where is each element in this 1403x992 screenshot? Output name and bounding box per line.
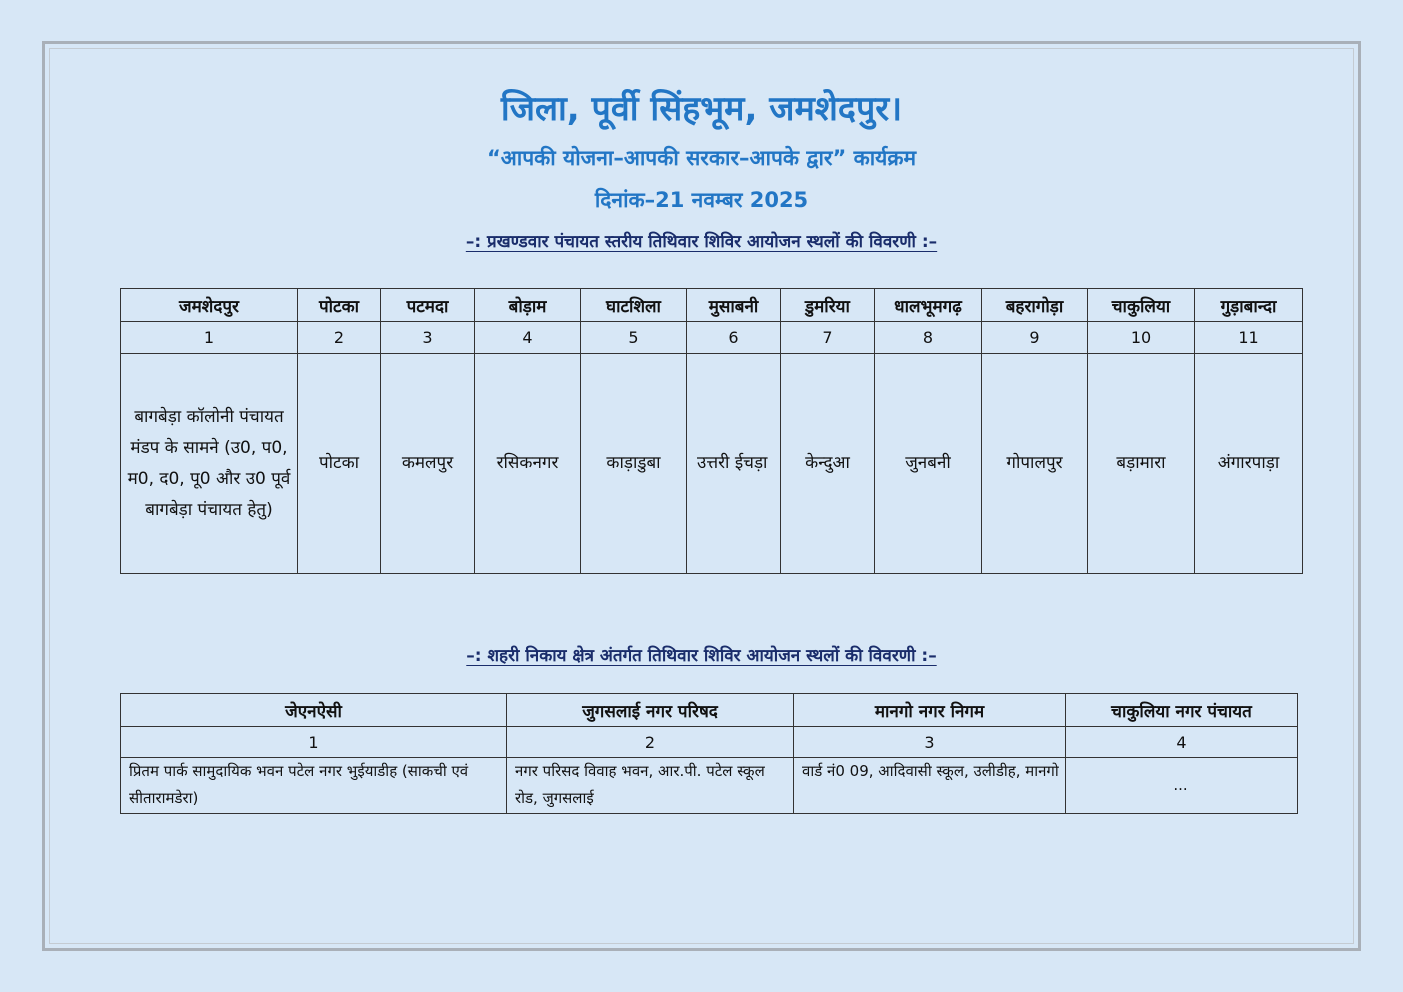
urban-body-name: चाकुलिया नगर पंचायत [1066, 694, 1298, 727]
venue-cell: जुनबनी [875, 354, 982, 574]
block-header-row [121, 289, 1303, 322]
column-number: 3 [794, 727, 1066, 758]
urban-header-row [121, 694, 1298, 727]
column-number: 7 [781, 322, 875, 354]
venue-cell: बागबेड़ा कॉलोनी पंचायत मंडप के सामने (उ0, प0, म0, द0, पू0 और उ0 पूर्व बागबेड़ा पंचायत हेतु) [121, 354, 298, 574]
column-number: 3 [381, 322, 475, 354]
program-subtitle: “आपकी योजना–आपकी सरकार–आपके द्वार” कार्यक्रम [486, 146, 917, 170]
column-number: 5 [581, 322, 687, 354]
column-number: 2 [507, 727, 794, 758]
venue-cell: कमलपुर [381, 354, 475, 574]
block-name: मुसाबनी [687, 289, 781, 322]
block-name: जमशेदपुर [121, 289, 298, 322]
block-name: डुमरिया [781, 289, 875, 322]
block-name: धालभूमगढ़ [875, 289, 982, 322]
column-number: 4 [1066, 727, 1298, 758]
urban-section-heading: –: शहरी निकाय क्षेत्र अंतर्गत तिथिवार शिविर आयोजन स्थलों की विवरणी :– [466, 646, 937, 666]
column-number: 8 [875, 322, 982, 354]
urban-venue-row [121, 758, 1298, 814]
urban-number-row [121, 727, 1298, 758]
venue-cell: गोपालपुर [982, 354, 1088, 574]
venue-cell: केन्दुआ [781, 354, 875, 574]
venue-cell: पोटका [298, 354, 381, 574]
block-name: चाकुलिया [1088, 289, 1195, 322]
column-number: 11 [1195, 322, 1303, 354]
column-number: 10 [1088, 322, 1195, 354]
block-name: पोटका [298, 289, 381, 322]
venue-cell: बड़ामारा [1088, 354, 1195, 574]
urban-body-name: जुगसलाई नगर परिषद [507, 694, 794, 727]
venue-cell: नगर परिसद विवाह भवन, आर.पी. पटेल स्कूल रोड, जुगसलाई [507, 758, 794, 814]
venue-cell: वार्ड नं0 09, आदिवासी स्कूल, उलीडीह, मानगो [794, 758, 1066, 814]
venue-cell: प्रितम पार्क सामुदायिक भवन पटेल नगर भुईयाडीह (साकची एवं सीतारामडेरा) [121, 758, 507, 814]
page-title: जिला, पूर्वी सिंहभूम, जमशेदपुर। [500, 89, 903, 129]
block-name: पटमदा [381, 289, 475, 322]
column-number: 9 [982, 322, 1088, 354]
column-number: 4 [475, 322, 581, 354]
venue-cell: काड़ाडुबा [581, 354, 687, 574]
block-name: बोड़ाम [475, 289, 581, 322]
block-section-heading: –: प्रखण्डवार पंचायत स्तरीय तिथिवार शिविर आयोजन स्थलों की विवरणी :– [465, 232, 938, 252]
block-venue-table [120, 288, 1303, 574]
column-number: 6 [687, 322, 781, 354]
urban-body-name: जेएनऐसी [121, 694, 507, 727]
block-name: बहरागोड़ा [982, 289, 1088, 322]
program-date: दिनांक–21 नवम्बर 2025 [594, 188, 809, 212]
column-number: 2 [298, 322, 381, 354]
column-number: 1 [121, 727, 507, 758]
urban-venue-table [120, 693, 1298, 814]
block-number-row [121, 322, 1303, 354]
urban-body-name: मानगो नगर निगम [794, 694, 1066, 727]
venue-cell: ... [1066, 758, 1298, 814]
venue-cell: रसिकनगर [475, 354, 581, 574]
block-name: घाटशिला [581, 289, 687, 322]
block-name: गुड़ाबान्दा [1195, 289, 1303, 322]
column-number: 1 [121, 322, 298, 354]
venue-cell: उत्तरी ईचड़ा [687, 354, 781, 574]
venue-cell: अंगारपाड़ा [1195, 354, 1303, 574]
block-venue-row [121, 354, 1303, 574]
